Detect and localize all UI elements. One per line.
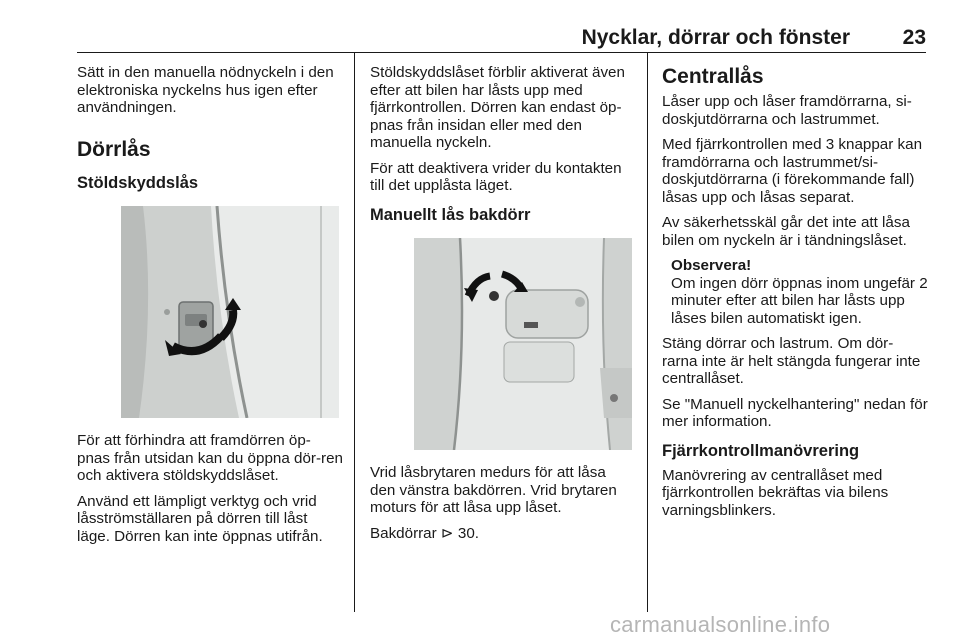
reference-page: 30. xyxy=(457,524,480,542)
heading-door-locks: Dörrlås xyxy=(77,137,151,161)
column-divider-1 xyxy=(354,52,355,612)
heading-anti-theft-lock: Stöldskyddslås xyxy=(77,173,199,192)
note-box xyxy=(671,257,928,327)
running-header-title: Nycklar, dörrar och fönster xyxy=(581,26,850,49)
intro-paragraph: Sätt in den manuella nödnyckeln i den elektroniska nyckelns hus igen efter användningen. xyxy=(77,64,334,116)
figure-anti-theft-lock xyxy=(121,206,339,418)
paragraph-close-doors: Stäng dörrar och lastrum. Om dör-rarna inte är helt stängda fungerar inte centrallåset. xyxy=(662,335,921,387)
heading-manual-rear-lock: Manuellt lås bakdörr xyxy=(370,205,531,224)
heading-remote-operation: Fjärrkontrollmanövrering xyxy=(662,441,860,460)
paragraph-turn-switch: Vrid låsbrytaren medurs för att låsa den vänstra bakdörren. Vrid brytaren moturs för att låsa upp låset. xyxy=(370,464,617,516)
paragraph-prevent-opening: För att förhindra att framdörren öp-pnas från utsidan kan du öppna dör-ren och aktivera stöldskyddslåset. xyxy=(77,432,343,484)
figure-rear-door-lock xyxy=(414,238,632,450)
paragraph-use-tool: Använd ett lämpligt verktyg och vrid låsströmställaren på dörren till låst läge. Dörren kan inte öppnas utifrån. xyxy=(77,492,323,545)
column-1-lower xyxy=(77,432,343,553)
reference-label: Bakdörrar xyxy=(370,524,437,542)
paragraph-see-manual: Se "Manuell nyckelhantering" nedan för mer information. xyxy=(662,395,928,430)
cross-reference-rear-doors[interactable] xyxy=(370,525,634,543)
heading-central-locking: Centrallås xyxy=(662,65,764,88)
column-2-lower xyxy=(370,464,634,550)
paragraph-locks-unlocks: Låser upp och låser framdörrarna, si-doskjutdörrarna och lastrummet. xyxy=(662,93,912,128)
paragraph-remote-confirmation: Manövrering av centrallåset med fjärrkontrollen bekräftas via bilens varningsblinkers. xyxy=(662,466,889,519)
column-divider-2 xyxy=(647,52,648,612)
column-3 xyxy=(662,64,928,527)
paragraph-deactivate: För att deaktivera vrider du kontakten till det upplåsta läget. xyxy=(370,159,622,194)
paragraph-safety-reasons: Av säkerhetsskäl går det inte att låsa bilen om nyckeln är i tändningslåset. xyxy=(662,214,910,249)
note-title: Observera! xyxy=(671,257,752,274)
door-lock-illustration xyxy=(121,206,339,418)
paragraph-remains-active: Stöldskyddslåset förblir aktiverat även efter att bilen har låsts upp med fjärrkontrollen. Dörren kan endast öp-pnas från insidan eller med den manuella nyckeln. xyxy=(370,64,625,151)
reference-arrow-icon: ⊳ xyxy=(440,524,454,542)
column-2 xyxy=(370,64,634,225)
footer-watermark-url: carmanualsonline.info xyxy=(610,612,831,637)
header-rule xyxy=(77,52,926,53)
page-number: 23 xyxy=(902,26,926,49)
paragraph-three-button-remote: Med fjärrkontrollen med 3 knappar kan framdörrarna och lastrummet/si-doskjutdörrarna (i förekommande fall) låsas upp och låsas separat. xyxy=(662,136,923,206)
column-1 xyxy=(77,64,343,193)
rear-door-illustration xyxy=(414,238,632,450)
note-text: Om ingen dörr öppnas inom ungefär 2 minuter efter att bilen har låsts upp låses bilen automatiskt igen. xyxy=(671,274,928,327)
